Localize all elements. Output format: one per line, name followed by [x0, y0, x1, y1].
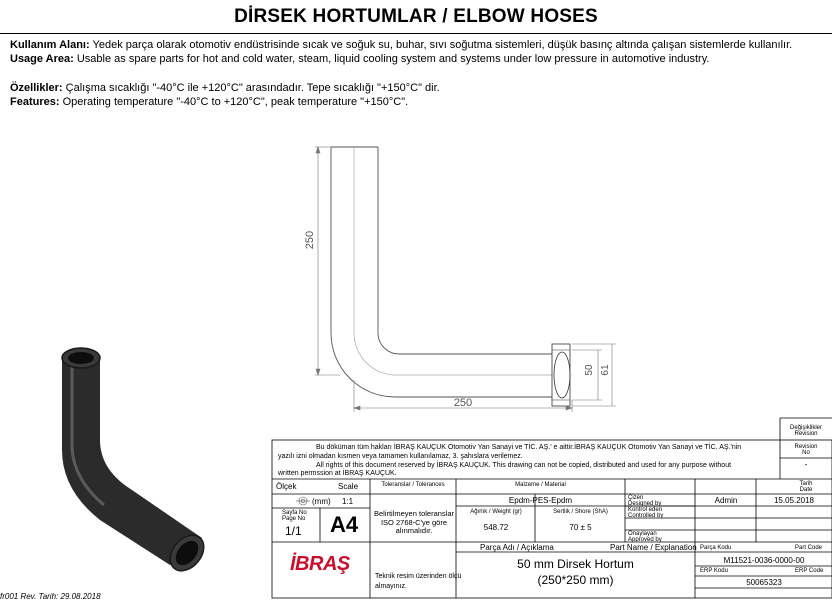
usage-en-label: Usage Area:	[10, 53, 74, 65]
sheet-label: Sayfa No Page No	[282, 510, 307, 523]
weight-value: 548.72	[483, 523, 509, 532]
hardness-label: Sertlik / Shore (ShA)	[553, 509, 608, 515]
controlled-by-label: Kontrol eden Controlled by	[628, 507, 664, 520]
part-code-tr-label: Parça Kodu	[700, 545, 732, 551]
features-tr-label: Özellikler:	[10, 82, 63, 94]
designed-by-value: Admin	[714, 496, 738, 505]
material-label: Malzeme / Material	[515, 482, 566, 488]
note-label: Teknik resim üzerinden ölçü almayınız.	[375, 573, 462, 590]
hose-end-clamp	[552, 344, 570, 406]
dim-inner-label: 50	[584, 364, 595, 376]
part-code-value: M11521-0036-0000-00	[723, 556, 805, 565]
company-logo: İBRAŞ	[290, 553, 350, 575]
olcek-label: Ölçek	[276, 482, 297, 491]
approved-by-label: Onaylayan Approved by	[628, 531, 662, 544]
part-name-en-label: Part Name / Explanation	[610, 543, 697, 552]
copyright-notice	[278, 444, 741, 479]
part-code-en-label: Part Code	[795, 545, 823, 551]
designed-by-label: Çizen Designed by	[628, 495, 662, 508]
tolerance-note: Belirtilmeyen toleranslar ISO 2768-C'ye göre alınmalıdır.	[373, 509, 455, 536]
dim-vertical-lines	[315, 147, 340, 375]
dim-horizontal-label: 250	[453, 397, 473, 409]
center-line	[354, 147, 555, 375]
page-title: DİRSEK HORTUMLAR / ELBOW HOSES	[234, 6, 598, 27]
dim-outer-label: 61	[600, 364, 611, 376]
paper-size: A4	[330, 512, 359, 537]
revision-note: fr001 Rev. Tarih: 29.08.2018	[0, 592, 101, 601]
usage-en-text: Usable as spare parts for hot and cold water, steam, liquid cooling system and systems under low pressure in automotive industry.	[76, 53, 710, 65]
usage-tr-text: Yedek parça olarak otomotiv endüstrisinde sıcak ve soğuk su, buhar, sıvı soğutma sistemleri, düşük basınç altında çalışan sistemlerde kullanılır.	[92, 39, 793, 51]
revision-no-value: -	[804, 460, 808, 469]
scale-value: 1:1	[342, 497, 354, 506]
tolerances-label: Toleranslar / Tolerances	[381, 482, 445, 488]
elbow-outline	[331, 147, 561, 397]
features-en-label: Features:	[10, 96, 60, 108]
revision-no-label: Revision No	[794, 444, 818, 457]
part-name-value1: 50 mm Dirsek Hortum	[517, 557, 634, 571]
date-header: Tarih Date	[799, 481, 813, 494]
hose-3d-render	[62, 348, 211, 577]
notice-en: All rights of this document reserved by İBRAŞ KAUÇUK. This drawing can not be copied, distributed and used for any purpose without	[316, 461, 732, 469]
projection-symbol-icon	[296, 497, 310, 505]
notice-en2: written permssion at İBRAŞ KAUÇUK.	[278, 470, 397, 478]
revision-header: Değişiklikler Revision	[789, 425, 822, 438]
erp-tr-label: ERP Kodu	[700, 568, 728, 574]
mm-label: (mm)	[312, 497, 331, 506]
sheet-value: 1/1	[285, 524, 302, 538]
part-name-tr-label: Parça Adı / Açıklama	[480, 543, 554, 552]
erp-value: 50065323	[746, 578, 782, 587]
features-tr-text: Çalışma sıcaklığı "-40°C ile +120°C" arasındadır. Tepe sıcaklığı "+150°C" dir.	[65, 82, 440, 94]
dim-vertical-label: 250	[304, 230, 316, 250]
hardness-value: 70 ± 5	[569, 523, 592, 532]
erp-en-label: ERP Code	[795, 568, 824, 574]
date-value: 15.05.2018	[773, 496, 815, 505]
scale-label: Scale	[338, 482, 359, 491]
usage-tr-label: Kullanım Alanı:	[10, 39, 90, 51]
notice-tr2: yazılı izni olmadan kısmen veya tamamen kullanılamaz, 3. şahıslara verilemez.	[278, 452, 523, 460]
notice-tr: Bu döküman tüm hakları İBRAŞ KAUÇUK Otomotiv Yan Sanayi ve TİC. AŞ.' e aittir.İBRAŞ KAUÇUK Otomotiv Yan Sanayi ve TİC. AŞ.'nin	[316, 444, 742, 451]
weight-label: Ağırlık / Weight (gr)	[470, 509, 522, 515]
material-value: Epdm-PES-Epdm	[508, 496, 573, 505]
features-en-text: Operating temperature "-40°C to +120°C", peak temperature "+150°C".	[62, 96, 409, 108]
part-name-value2: (250*250 mm)	[537, 573, 614, 587]
